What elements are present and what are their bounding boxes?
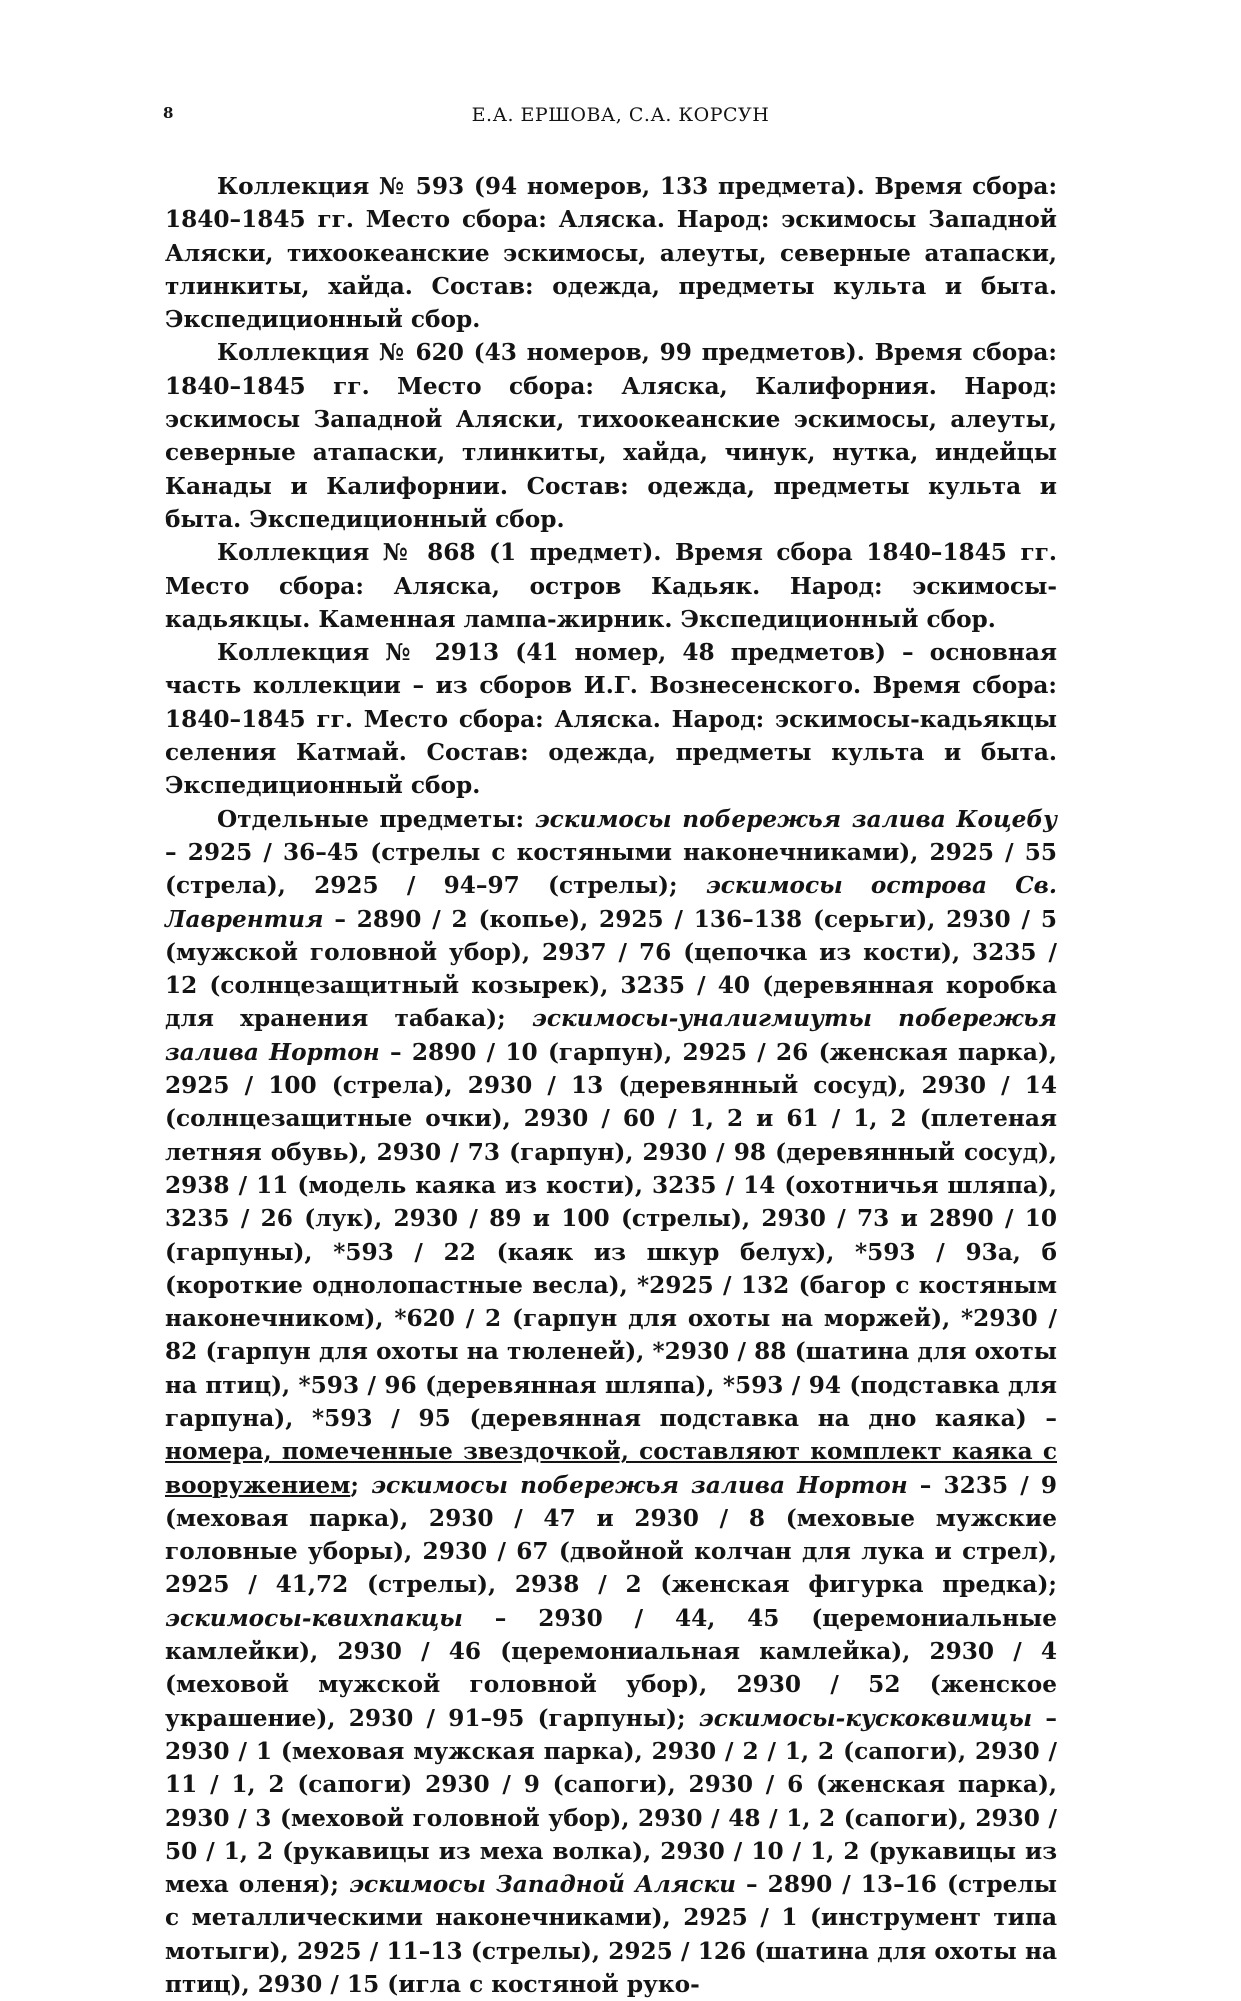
running-head: Е.А. ЕРШОВА, С.А. КОРСУН — [471, 104, 770, 126]
people-name: эскимосы-кускоквимцы — [698, 1704, 1033, 1732]
text-run: – 2890 / 13–16 (стрелы с металлическими наконечниками), 2925 / 1 (инструмент типа мотыги), 2925 / 11–13 (стрелы), 2925 / 126 (шатина для охоты на птиц), 2930 / 15 (игла с костяной руко- — [165, 1871, 1057, 1999]
people-name: эскимосы побережья залива Коцебу — [534, 805, 1057, 833]
paragraph-collection-620: Коллекция № 620 (43 номеров, 99 предметов). Время сбора: 1840–1845 гг. Место сбора: Аляска, Калифорния. Народ: эскимосы Западной Аляски, тихоокеанские эскимосы, алеуты, северные атапаски, тлинкиты, хайда, чинук, нутка, индейцы Канады и Калифорнии. Состав: одежда, предметы культа и быта. Экспедиционный сбор. — [165, 339, 1057, 533]
paragraph-separate-items — [165, 803, 1057, 2001]
text-run: – 2890 / 2 (копье), 2925 / 136–138 (серьги), 2930 / 5 (мужской головной убор), 2937 / 76 (цепочка из кости), 3235 / 12 (солнцезащитный козырек), 3235 / 40 (деревянная коробка для хранения табака); — [165, 905, 1057, 1033]
people-name: эскимосы острова Св. Лаврентия — [165, 872, 1057, 933]
paragraph-collection-2913: Коллекция № 2913 (41 номер, 48 предметов) – основная часть коллекции – из сборов И.Г. Вознесенского. Время сбора: 1840–1845 гг. Место сбора: Аляска. Народ: эскимосы-кадьякцы селения Катмай. Состав: одежда, предметы культа и быта. Экспедиционный сбор. — [165, 639, 1057, 800]
text-run: ; — [350, 1471, 372, 1499]
text-run: – 2930 / 44, 45 (церемониальные камлейки), 2930 / 46 (церемониальная камлейка), 2930 / 4 (меховой мужской головной убор), 2930 / 52 (женское украшение), 2930 / 91–95 (гарпуны); — [165, 1604, 1057, 1732]
people-name: эскимосы-уналигмиуты побережья залива Нортон — [165, 1005, 1057, 1066]
text-run: – 3235 / 9 (меховая парка), 2930 / 47 и 2930 / 8 (меховые мужские головные уборы), 2930 / 67 (двойной колчан для лука и стрел), 2925 / 41,72 (стрелы), 2938 / 2 (женская фигурка предка); — [165, 1471, 1057, 1599]
people-name: эскимосы-квихпакцы — [165, 1604, 463, 1632]
text-run: – 2890 / 10 (гарпун), 2925 / 26 (женская парка), 2925 / 100 (стрела), 2930 / 13 (деревянный сосуд), 2930 / 14 (солнцезащитные очки), 2930 / 60 / 1, 2 и 61 / 1, 2 (плетеная летняя обувь), 2930 / 73 (гарпун), 2930 / 98 (деревянный сосуд), 2938 / 11 (модель каяка из кости), 3235 / 14 (охотничья шляпа), 3235 / 26 (лук), 2930 / 89 и 100 (стрелы), 2930 / 73 и 2890 / 10 (гарпуны), *593 / 22 (каяк из шкур белух), *593 / 93а, б (короткие однолопастные весла), *2925 / 132 (багор с костяным наконечником), *620 / 2 (гарпун для охоты на моржей), *2930 / 82 (гарпун для охоты на тюленей), *2930 / 88 (шатина для охоты на птиц), *593 / 96 (деревянная шляпа), *593 / 94 (подставка для гарпуна), *593 / 95 (деревянная подставка на дно каяка) – — [165, 1038, 1057, 1432]
people-name: эскимосы Западной Аляски — [349, 1871, 736, 1899]
paragraph-collection-868: Коллекция № 868 (1 предмет). Время сбора 1840–1845 гг. Место сбора: Аляска, остров Кадьяк. Народ: эскимосы-кадьякцы. Каменная лампа-жирник. Экспедиционный сбор. — [165, 539, 1057, 633]
paragraph-collection-593: Коллекция № 593 (94 номеров, 133 предмета). Время сбора: 1840–1845 гг. Место сбора: Аляска. Народ: эскимосы Западной Аляски, тихоокеанские эскимосы, алеуты, северные атапаски, тлинкиты, хайда. Состав: одежда, предметы культа и быта. Экспедиционный сбор. — [165, 173, 1057, 334]
underlined-note: номера, помеченные звездочкой, составляют комплект каяка с вооружением — [165, 1438, 1057, 1499]
people-name: эскимосы побережья залива Нортон — [371, 1471, 908, 1499]
body-text — [165, 170, 1057, 2001]
page-number: 8 — [163, 104, 174, 122]
text-run: – 2925 / 36–45 (стрелы с костяными наконечниками), 2925 / 55 (стрела), 2925 / 94–97 (стрелы); — [165, 838, 1057, 900]
text-run: Отдельные предметы: — [217, 805, 535, 833]
text-run: – 2930 / 1 (меховая мужская парка), 2930 / 2 / 1, 2 (сапоги), 2930 / 11 / 1, 2 (сапоги) 2930 / 9 (сапоги), 2930 / 6 (женская парка), 2930 / 3 (меховой головной убор), 2930 / 48 / 1, 2 (сапоги), 2930 / 50 / 1, 2 (рукавицы из меха волка), 2930 / 10 / 1, 2 (рукавицы из меха оленя); — [165, 1704, 1057, 1899]
